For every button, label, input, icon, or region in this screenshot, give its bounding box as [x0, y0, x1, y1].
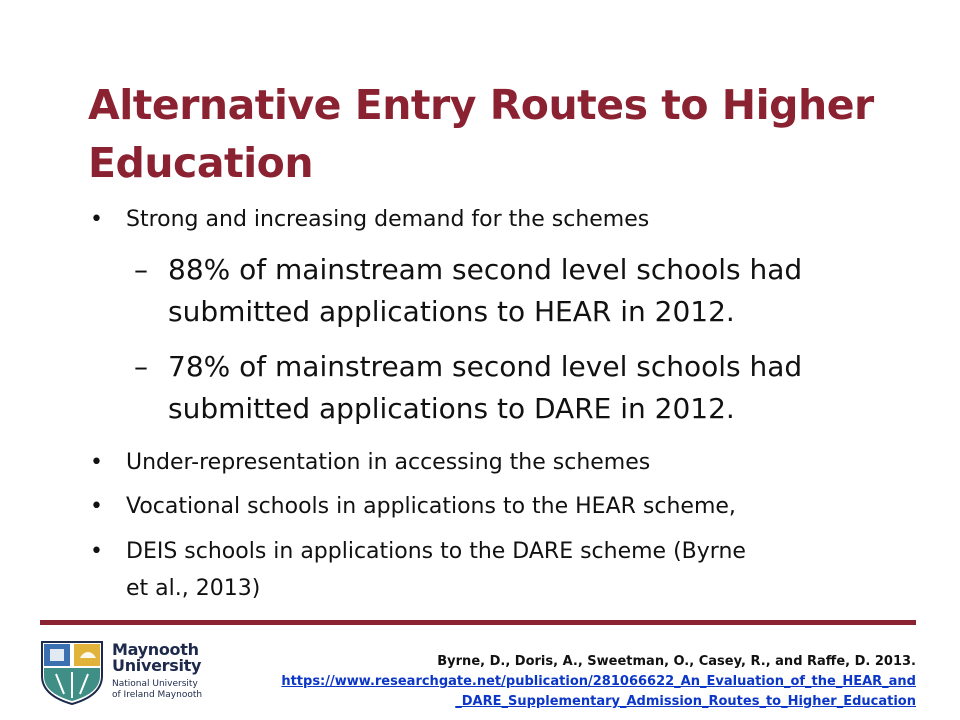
citation-link[interactable]: _DARE_Supplementary_Admission_Routes_to_Higher_Education [455, 694, 916, 709]
bullet-text: Under-representation in accessing the schemes [126, 450, 651, 475]
citation-text: Byrne, D., Doris, A., Sweetman, O., Casey, R., and Raffe, D. 2013. [437, 654, 916, 669]
sub-bullet-text: submitted applications to HEAR in 2012. [168, 295, 735, 328]
logo-subtitle: National University [112, 679, 198, 689]
bullet-mark: • [90, 494, 103, 519]
maynooth-crest-icon [40, 640, 104, 706]
logo-name: Maynooth [112, 640, 199, 659]
bullet-mark: • [90, 539, 103, 564]
logo-subtitle: of Ireland Maynooth [112, 690, 203, 700]
bullet-text: Strong and increasing demand for the schemes [126, 207, 650, 232]
sub-bullet-dash: – [134, 253, 148, 286]
bullet-mark: • [90, 207, 103, 232]
bullet-mark: • [90, 450, 103, 475]
title-line: Alternative Entry Routes to Higher [88, 81, 874, 129]
title-line: Education [88, 139, 314, 187]
logo-text [112, 640, 202, 701]
maynooth-logo [40, 640, 210, 710]
footer-divider [40, 620, 916, 625]
logo-name: University [112, 656, 202, 675]
bullet-text: et al., 2013) [126, 576, 261, 601]
sub-bullet-text: submitted applications to DARE in 2012. [168, 392, 735, 425]
slide-title [88, 76, 888, 192]
bullet-text: Vocational schools in applications to the HEAR scheme, [126, 494, 736, 519]
citation-link[interactable]: https://www.researchgate.net/publication/281066622_An_Evaluation_of_the_HEAR_and [281, 674, 916, 689]
bullet-text: DEIS schools in applications to the DARE scheme (Byrne [126, 539, 746, 564]
sub-bullet-text: 88% of mainstream second level schools had [168, 253, 803, 286]
sub-bullet-dash: – [134, 350, 148, 383]
sub-bullet-text: 78% of mainstream second level schools had [168, 350, 803, 383]
citation [216, 652, 916, 712]
